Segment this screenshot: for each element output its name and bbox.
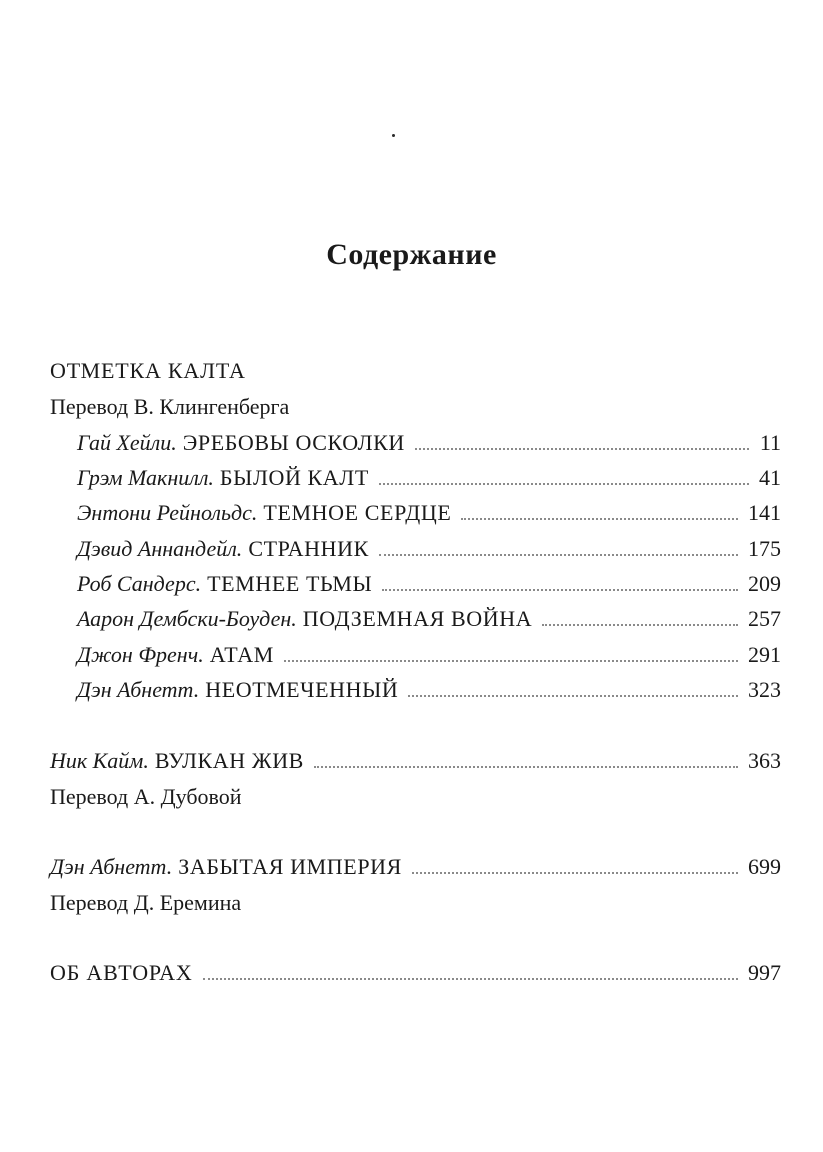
entry-title: ОБ АВТОРАХ xyxy=(50,960,193,985)
leader-dots xyxy=(314,765,738,768)
toc-entry xyxy=(77,534,781,564)
entry-title: ПОДЗЕМНАЯ ВОЙНА xyxy=(302,606,533,631)
entry-page: 363 xyxy=(748,748,781,773)
leader-dots xyxy=(284,659,738,662)
entry-title: ВУЛКАН ЖИВ xyxy=(154,748,304,773)
entry-title: ЭРЕБОВЫ ОСКОЛКИ xyxy=(182,430,405,455)
toc-entry xyxy=(77,604,781,634)
entry-page: 699 xyxy=(748,854,781,879)
entry-author: Дэвид Аннандейл. xyxy=(77,536,243,561)
toc-entry xyxy=(77,428,781,458)
entry-author: Гай Хейли. xyxy=(77,430,177,455)
entry-title: БЫЛОЙ КАЛТ xyxy=(219,465,369,490)
entry-author: Дэн Абнетт. xyxy=(77,677,200,702)
entry-author: Ник Кайм. xyxy=(50,748,149,773)
entry-author: Роб Сандерс. xyxy=(77,571,202,596)
entry-title: СТРАННИК xyxy=(248,536,369,561)
leader-dots xyxy=(415,447,749,450)
leader-dots xyxy=(542,623,738,626)
entry-page: 175 xyxy=(748,536,781,561)
entry-page: 291 xyxy=(748,642,781,667)
translator-line: Перевод А. Дубовой xyxy=(50,784,242,809)
entry-title: ТЕМНЕЕ ТЬМЫ xyxy=(207,571,373,596)
leader-dots xyxy=(412,871,738,874)
page-title: Содержание xyxy=(326,238,497,271)
entry-page: 141 xyxy=(748,500,781,525)
toc-entry xyxy=(50,852,781,882)
entry-author: Джон Френч. xyxy=(77,642,204,667)
entry-title: НЕОТМЕЧЕННЫЙ xyxy=(205,677,399,702)
entry-page: 11 xyxy=(759,430,781,455)
leader-dots xyxy=(379,553,738,556)
toc-entry xyxy=(77,463,781,493)
entry-author: Энтони Рейнольдс. xyxy=(77,500,258,525)
toc-entry xyxy=(50,958,781,988)
entry-author: Дэн Абнетт. xyxy=(50,854,173,879)
entry-author: Грэм Макнилл. xyxy=(77,465,214,490)
entry-author: Аарон Дембски-Боуден. xyxy=(77,606,297,631)
print-speck xyxy=(392,134,395,137)
entry-page: 41 xyxy=(759,465,781,490)
entry-title: ТЕМНОЕ СЕРДЦЕ xyxy=(263,500,452,525)
section-heading: ОТМЕТКА КАЛТА xyxy=(50,358,246,383)
toc-entry xyxy=(50,746,781,776)
translator-line: Перевод В. Клингенберга xyxy=(50,394,290,419)
entry-page: 997 xyxy=(748,960,781,985)
toc-entry xyxy=(77,640,781,670)
toc-entry xyxy=(77,675,781,705)
leader-dots xyxy=(203,977,738,980)
translator-line: Перевод Д. Еремина xyxy=(50,890,242,915)
leader-dots xyxy=(382,588,738,591)
entry-title: ЗАБЫТАЯ ИМПЕРИЯ xyxy=(178,854,402,879)
entry-page: 209 xyxy=(748,571,781,596)
entry-page: 257 xyxy=(748,606,781,631)
toc-entry xyxy=(77,569,781,599)
entry-title: АТАМ xyxy=(209,642,274,667)
leader-dots xyxy=(379,482,749,485)
toc-entry xyxy=(77,498,781,528)
leader-dots xyxy=(408,694,738,697)
leader-dots xyxy=(461,517,738,520)
entry-page: 323 xyxy=(748,677,781,702)
